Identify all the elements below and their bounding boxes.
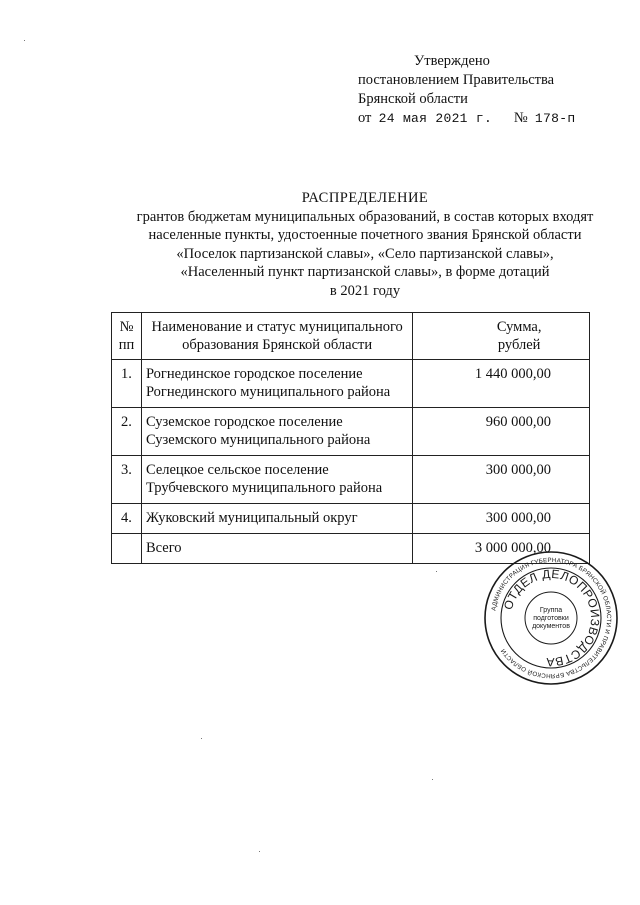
- row-sum: 300 000,00: [413, 504, 590, 534]
- office-stamp: [483, 550, 619, 686]
- scan-speck: [259, 851, 260, 852]
- stamp-center-line: Группа: [539, 607, 563, 614]
- total-label: Всего: [141, 534, 412, 564]
- header-num-line: №: [119, 319, 134, 335]
- number-prefix: №: [513, 110, 528, 126]
- table-row: [112, 360, 590, 408]
- document-title: [100, 189, 630, 300]
- scan-speck: [436, 571, 437, 572]
- number-value: 178-п: [534, 111, 576, 126]
- header-sum-line: рублей: [497, 337, 541, 353]
- approval-title: Утверждено: [414, 53, 490, 69]
- header-name-line: Наименование и статус муниципального: [151, 319, 403, 335]
- header-name-line: образования Брянской области: [182, 337, 373, 353]
- row-name: [141, 360, 412, 408]
- title-heading: РАСПРЕДЕЛЕНИЕ: [301, 190, 429, 206]
- row-num: 1.: [112, 360, 142, 408]
- row-num: 2.: [112, 408, 142, 456]
- header-sum-line: Сумма,: [496, 319, 542, 335]
- row-sum: 960 000,00: [413, 408, 590, 456]
- row-name: [141, 456, 412, 504]
- stamp-ring-text: АДМИНИСТРАЦИЯ ГУБЕРНАТОРА БРЯНСКОЙ ОБЛАСТИ И ПРАВИТЕЛЬСТВА БРЯНСКОЙ ОБЛАСТИ: [490, 556, 613, 680]
- total-num: [112, 534, 142, 564]
- total-sum: 3 000 000,00: [413, 534, 590, 564]
- row-name-line: Рогнединское городское поселение: [145, 366, 363, 382]
- row-num: 3.: [112, 456, 142, 504]
- row-sum: 300 000,00: [413, 456, 590, 504]
- approval-block: [358, 52, 575, 128]
- date-value: 24 мая 2021 г.: [378, 111, 493, 126]
- scan-speck: [201, 738, 202, 739]
- stamp-center-line: документов: [532, 623, 570, 630]
- row-name-line: Трубчевского муниципального района: [145, 480, 383, 496]
- table-row: [112, 456, 590, 504]
- stamp-center-line: подготовки: [533, 615, 569, 622]
- table-header-row: [112, 313, 590, 360]
- approval-resolution-line: постановлением Правительства: [358, 72, 555, 88]
- title-line: населенные пункты, удостоенные почетного звания Брянской области: [148, 227, 582, 243]
- scan-speck: [24, 40, 25, 41]
- row-name-line: Суземского муниципального района: [145, 432, 371, 448]
- row-name-line: Рогнединского муниципального района: [145, 384, 391, 400]
- approval-region-line: Брянской области: [358, 91, 468, 107]
- title-line: «Поселок партизанской славы», «Село партизанской славы»,: [176, 245, 554, 262]
- row-sum: 1 440 000,00: [413, 360, 590, 408]
- row-name: [141, 408, 412, 456]
- header-name: [141, 313, 412, 360]
- row-name-line: Селецкое сельское поселение: [145, 462, 329, 478]
- table-row: [112, 408, 590, 456]
- date-prefix: от: [358, 110, 372, 126]
- row-num: 4.: [112, 504, 142, 534]
- title-line: «Населенный пункт партизанской славы», в форме дотаций: [180, 264, 550, 280]
- title-line: грантов бюджетам муниципальных образований, в состав которых входят: [136, 208, 594, 225]
- approval-date-line: [358, 109, 575, 128]
- row-name: Жуковский муниципальный округ: [141, 504, 412, 534]
- header-num: [112, 313, 142, 360]
- stamp-arc-text: ОТДЕЛ ДЕЛОПРОИЗВОДСТВА: [500, 566, 603, 670]
- scan-speck: [432, 779, 433, 780]
- header-sum: [413, 313, 590, 360]
- row-name-line: Суземское городское поселение: [145, 414, 343, 430]
- grants-table: [111, 312, 590, 564]
- table-row: [112, 504, 590, 534]
- header-num-line: пп: [118, 337, 135, 353]
- title-line: в 2021 году: [329, 282, 401, 299]
